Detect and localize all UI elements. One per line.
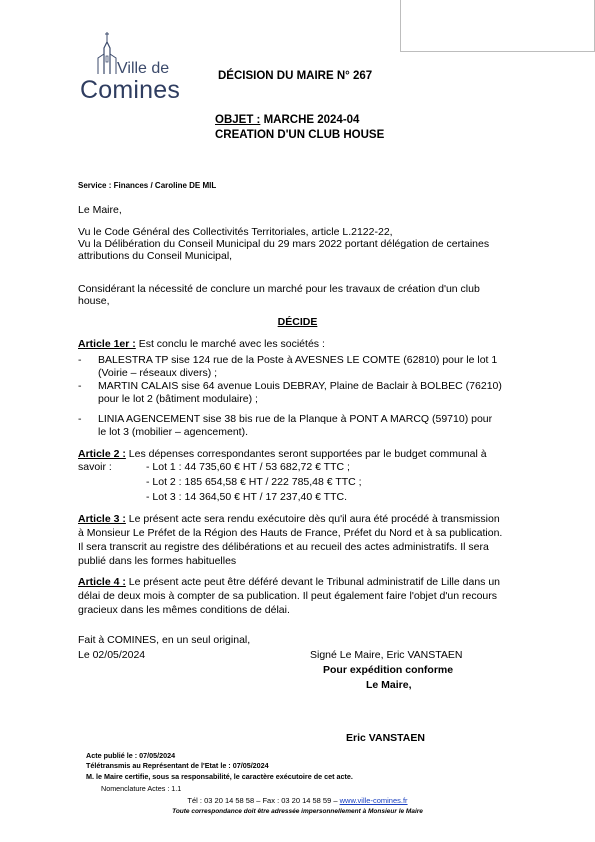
objet-line-2: CREATION D'UN CLUB HOUSE bbox=[215, 129, 385, 141]
considerant-1: Considérant la nécessité de conclure un marché pour les travaux de création d'un club bbox=[78, 283, 480, 295]
article-4-line-2: délai de deux mois à compter de sa publication. Il peut également faire l'objet d'un recours bbox=[78, 590, 498, 602]
objet-marche: MARCHE 2024-04 bbox=[260, 114, 360, 126]
certification: M. le Maire certifie, sous sa responsabilité, le caractère exécutoire de cet acte. bbox=[86, 772, 353, 781]
article-4-line-3: gracieux dans les mêmes conditions de délai. bbox=[78, 604, 290, 616]
company-line-2: pour le lot 2 (bâtiment modulaire) ; bbox=[98, 392, 258, 405]
le-maire-signature-title: Le Maire, bbox=[366, 679, 412, 691]
footer-note: Toute correspondance doit être adressée impersonnellement à Monsieur le Maire bbox=[172, 808, 423, 815]
acte-publie: Acte publié le : 07/05/2024 bbox=[86, 751, 176, 760]
lot-amount: - Lot 2 : 185 654,58 € HT / 222 785,48 € TTC ; bbox=[146, 476, 362, 488]
article-1 bbox=[78, 338, 518, 351]
decision-title: DÉCISION DU MAIRE N° 267 bbox=[218, 70, 373, 82]
footer-contact bbox=[0, 796, 595, 805]
company-line-1: LINIA AGENCEMENT sise 38 bis rue de la Planque à PONT A MARCQ (59710) pour bbox=[98, 413, 493, 425]
company-item bbox=[78, 380, 518, 405]
article-2-label: Article 2 : bbox=[78, 448, 126, 460]
decide-heading: DÉCIDE bbox=[277, 316, 318, 328]
nomenclature: Nomenclature Actes : 1.1 bbox=[101, 784, 182, 793]
dash-bullet: - bbox=[78, 413, 82, 425]
dash-bullet: - bbox=[78, 380, 82, 392]
signature-name: Eric VANSTAEN bbox=[346, 732, 425, 744]
article-4-label: Article 4 : bbox=[78, 576, 126, 588]
lot-amount: - Lot 1 : 44 735,60 € HT / 53 682,72 € TTC ; bbox=[146, 461, 350, 473]
logo-ville-text: Ville de bbox=[117, 60, 170, 77]
article-2 bbox=[78, 448, 518, 461]
article-2-text: Les dépenses correspondantes seront supportées par le budget communal à bbox=[125, 448, 487, 460]
company-line-2: (Voirie – réseaux divers) ; bbox=[98, 366, 218, 379]
company-line-1: BALESTRA TP sise 124 rue de la Poste à AVESNES LE COMTE (62810) pour le lot 1 bbox=[98, 354, 498, 366]
dash-bullet: - bbox=[78, 354, 82, 366]
date-line: Le 02/05/2024 bbox=[78, 649, 146, 661]
expedition-conforme: Pour expédition conforme bbox=[323, 664, 454, 676]
vu-deliberation-2: attributions du Conseil Municipal, bbox=[78, 250, 233, 262]
lot-amount: - Lot 3 : 14 364,50 € HT / 17 237,40 € TTC. bbox=[146, 491, 347, 503]
article-2-savoir: savoir : bbox=[78, 461, 112, 473]
article-3-line-4: publié dans les formes habituelles bbox=[78, 555, 237, 567]
article-3-line-2: à Monsieur Le Préfet de la Région des Hauts de France, Préfet du Nord et à sa publication. bbox=[78, 527, 503, 539]
fait-a: Fait à COMINES, en un seul original, bbox=[78, 634, 251, 646]
objet-label: OBJET : bbox=[215, 114, 261, 126]
stamp-box bbox=[400, 0, 595, 52]
article-1-label: Article 1er : bbox=[78, 338, 136, 350]
city-logo bbox=[80, 28, 195, 108]
article-1-text: Est conclu le marché avec les sociétés : bbox=[135, 338, 325, 350]
teletransmis: Télétransmis au Représentant de l'Etat le : 07/05/2024 bbox=[86, 761, 269, 770]
article-4-text: Le présent acte peut être déféré devant le Tribunal administratif de Lille dans un bbox=[125, 576, 501, 588]
vu-code: Vu le Code Général des Collectivités Territoriales, article L.2122-22, bbox=[78, 226, 393, 238]
article-4-line-1 bbox=[78, 576, 518, 589]
salutation: Le Maire, bbox=[78, 204, 122, 216]
company-line-2: le lot 3 (mobilier – agencement). bbox=[98, 425, 248, 438]
company-line-1: MARTIN CALAIS sise 64 avenue Louis DEBRAY, Plaine de Baclair à BOLBEC (76210) bbox=[98, 380, 502, 392]
article-3-line-1 bbox=[78, 513, 518, 526]
website-link[interactable]: www.ville-comines.fr bbox=[339, 796, 408, 805]
logo-comines-text: Comines bbox=[80, 76, 181, 104]
company-item bbox=[78, 413, 518, 438]
objet-line-1 bbox=[215, 114, 359, 126]
vu-deliberation-1: Vu la Délibération du Conseil Municipal du 29 mars 2022 portant délégation de certaines bbox=[78, 238, 490, 250]
article-3-line-3: Il sera transcrit au registre des délibérations et au recueil des actes administratifs. Il sera bbox=[78, 541, 489, 553]
signed-by: Signé Le Maire, Eric VANSTAEN bbox=[310, 649, 463, 661]
contact-phone-fax: Tél : 03 20 14 58 58 – Fax : 03 20 14 58 59 – bbox=[187, 796, 340, 805]
article-3-label: Article 3 : bbox=[78, 513, 126, 525]
service-line: Service : Finances / Caroline DE MIL bbox=[78, 181, 217, 190]
article-3-text: Le présent acte sera rendu exécutoire dès qu'il aura été procédé à transmission bbox=[125, 513, 500, 525]
considerant-2: house, bbox=[78, 295, 110, 307]
company-item bbox=[78, 354, 518, 379]
